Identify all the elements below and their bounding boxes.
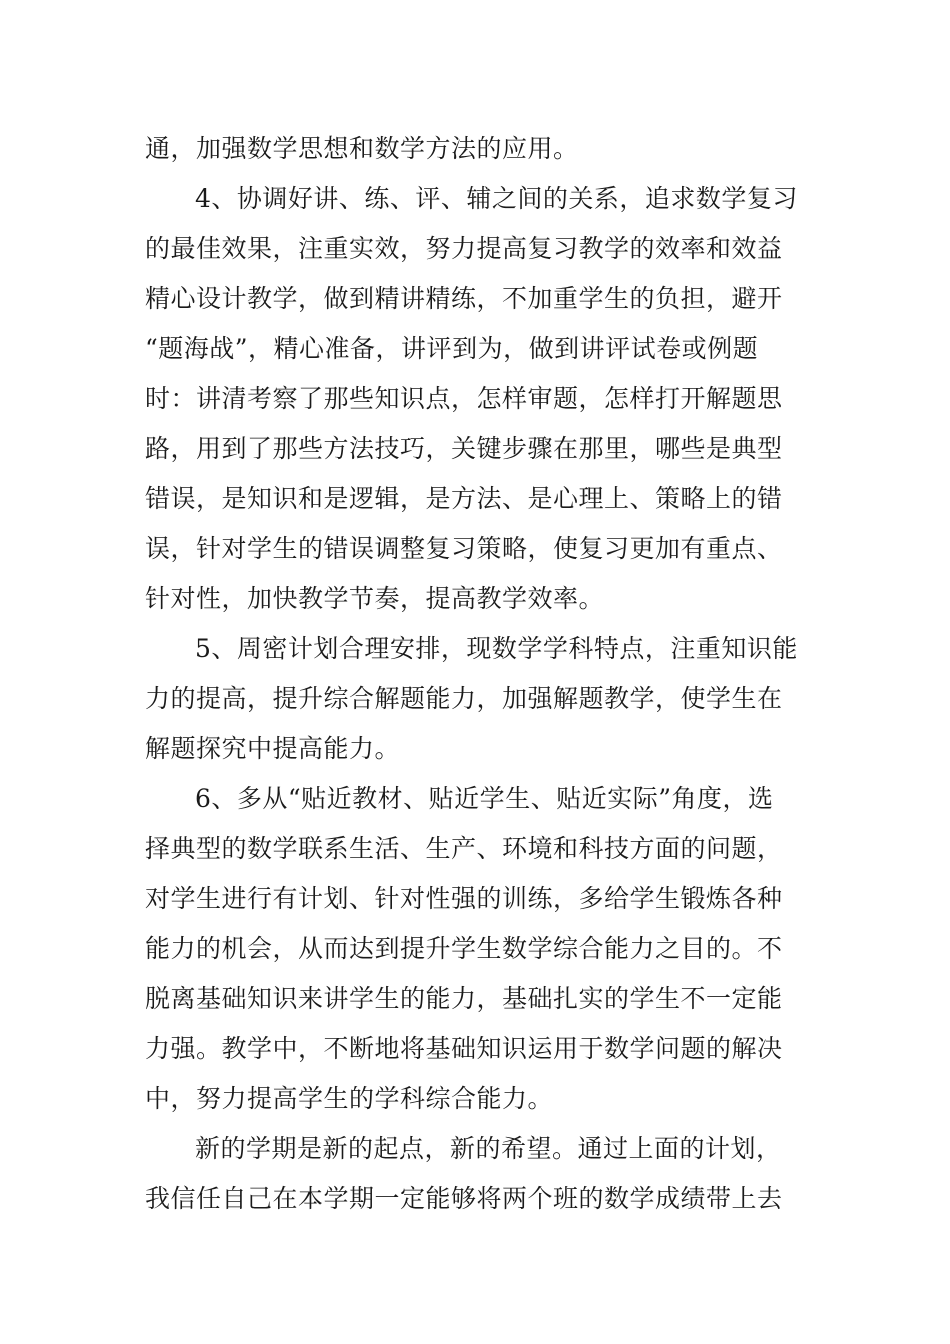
text-line: 误，针对学生的错误调整复习策略，使复习更加有重点、 [145,534,783,563]
text-line: 脱离基础知识来讲学生的能力，基础扎实的学生不一定能 [145,984,783,1013]
text-line: 解题探究中提高能力。 [145,734,401,763]
text-line: 对学生进行有计划、针对性强的训练，多给学生锻炼各种 [145,884,783,913]
text-line: 力的提高，提升综合解题能力，加强解题教学，使学生在 [145,684,783,713]
text-line: 5、周密计划合理安排，现数学学科特点，注重知识能 [195,634,798,663]
text-line: 中，努力提高学生的学科综合能力。 [145,1084,554,1113]
text-line: “题海战”，精心准备，讲评到为，做到讲评试卷或例题 [145,334,759,363]
text-line: 择典型的数学联系生活、生产、环境和科技方面的问题， [145,834,783,863]
text-line: 6、多从“贴近教材、贴近学生、贴近实际”角度，选 [195,784,774,813]
text-line: 我信任自己在本学期一定能够将两个班的数学成绩带上去 [145,1184,783,1213]
text-line: 4、协调好讲、练、评、辅之间的关系，追求数学复习 [195,184,798,213]
text-line: 错误，是知识和是逻辑，是方法、是心理上、策略上的错 [145,484,783,513]
text-line: 通，加强数学思想和数学方法的应用。 [145,134,579,163]
text-line: 力强。教学中，不断地将基础知识运用于数学问题的解决 [145,1034,783,1063]
text-line: 时：讲清考察了那些知识点，怎样审题，怎样打开解题思 [145,384,783,413]
text-line: 路，用到了那些方法技巧，关键步骤在那里，哪些是典型 [145,434,783,463]
text-line: 的最佳效果，注重实效，努力提高复习教学的效率和效益 [145,234,783,263]
text-line: 新的学期是新的起点，新的希望。通过上面的计划， [195,1134,782,1163]
text-line: 能力的机会，从而达到提升学生数学综合能力之目的。不 [145,934,783,963]
text-line: 针对性，加快教学节奏，提高教学效率。 [145,584,605,613]
text-line: 精心设计教学，做到精讲精练，不加重学生的负担，避开 [145,284,783,313]
